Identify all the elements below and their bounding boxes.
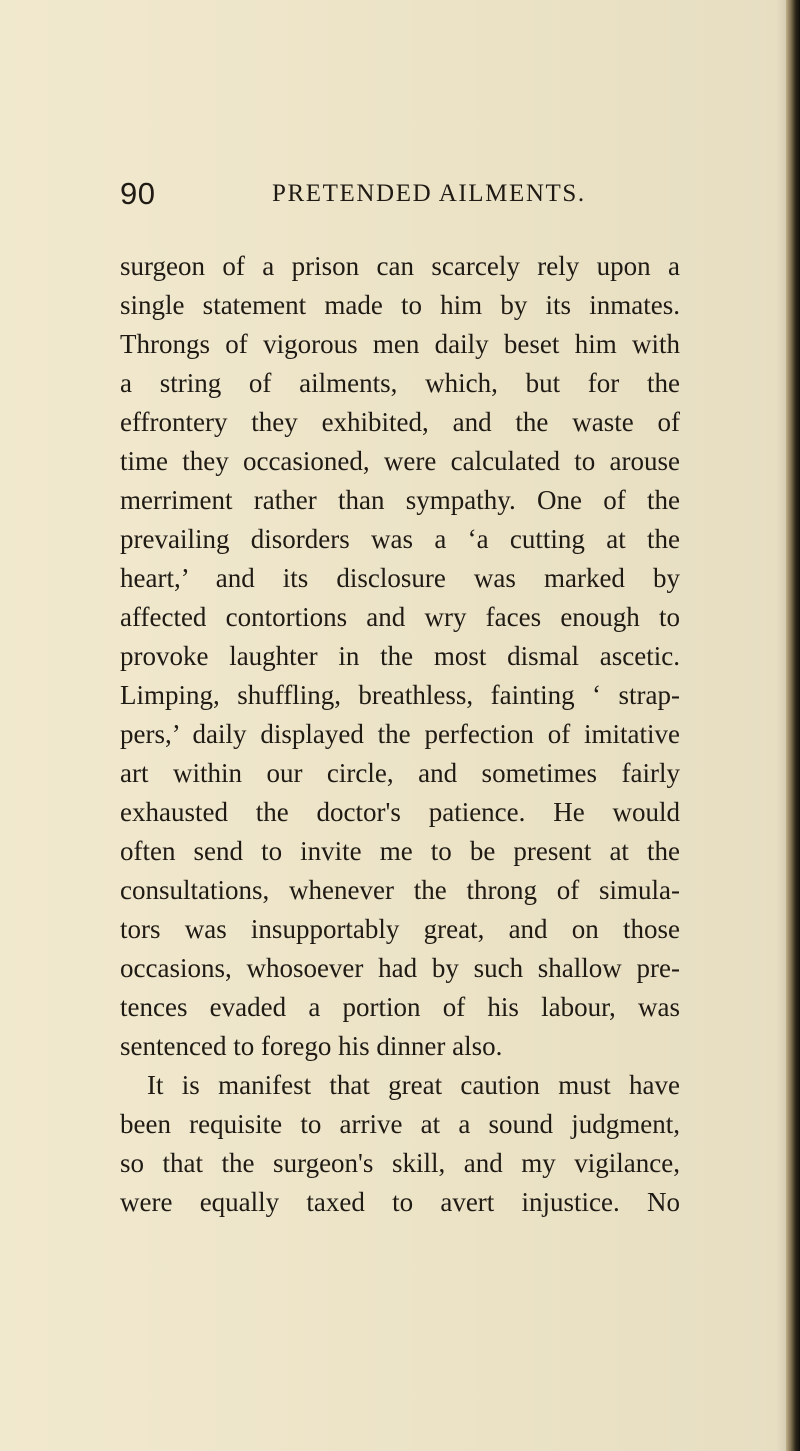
page-number: 90 — [120, 176, 156, 211]
text-line: tors was insupportably great, and on those — [120, 914, 680, 944]
text-line: Throngs of vigorous men daily beset him with — [120, 329, 680, 359]
text-line: art within our circle, and sometimes fairly — [120, 758, 680, 788]
text-line: consultations, whenever the throng of simula- — [120, 875, 680, 905]
page-edge — [786, 0, 800, 1451]
text-line: surgeon of a prison can scarcely rely upon a — [120, 251, 680, 281]
page-header — [120, 176, 680, 212]
text-line: prevailing disorders was a ‘a cutting at the — [120, 524, 680, 554]
page-edge-shadow — [776, 0, 786, 1451]
text-line: tences evaded a portion of his labour, was — [120, 992, 680, 1022]
text-line: so that the surgeon's skill, and my vigilance, — [120, 1148, 680, 1178]
text-line: single statement made to him by its inmates. — [120, 290, 680, 320]
running-head: PRETENDED AILMENTS. — [272, 180, 586, 207]
text-line: Limping, shuffling, breathless, fainting ‘ strap- — [120, 680, 680, 710]
text-line: heart,’ and its disclosure was marked by — [120, 563, 680, 593]
text-line: sentenced to forego his dinner also. — [120, 1031, 503, 1061]
text-line: were equally taxed to avert injustice. No — [120, 1187, 680, 1217]
text-line: merriment rather than sympathy. One of the — [120, 485, 680, 515]
text-line: often send to invite me to be present at the — [120, 836, 680, 866]
text-line: pers,’ daily displayed the perfection of imitative — [120, 719, 680, 749]
text-line: effrontery they exhibited, and the waste of — [120, 407, 680, 437]
text-line: provoke laughter in the most dismal ascetic. — [120, 641, 680, 671]
text-line: been requisite to arrive at a sound judgment, — [120, 1109, 680, 1139]
text-line: time they occasioned, were calculated to arouse — [120, 446, 680, 476]
text-line: affected contortions and wry faces enough to — [120, 602, 680, 632]
text-line: exhausted the doctor's patience. He would — [120, 797, 680, 827]
body-text — [120, 247, 680, 1222]
text-line: occasions, whosoever had by such shallow pre- — [120, 953, 680, 983]
text-line: a string of ailments, which, but for the — [120, 368, 680, 398]
text-line: It is manifest that great caution must have — [147, 1070, 680, 1100]
